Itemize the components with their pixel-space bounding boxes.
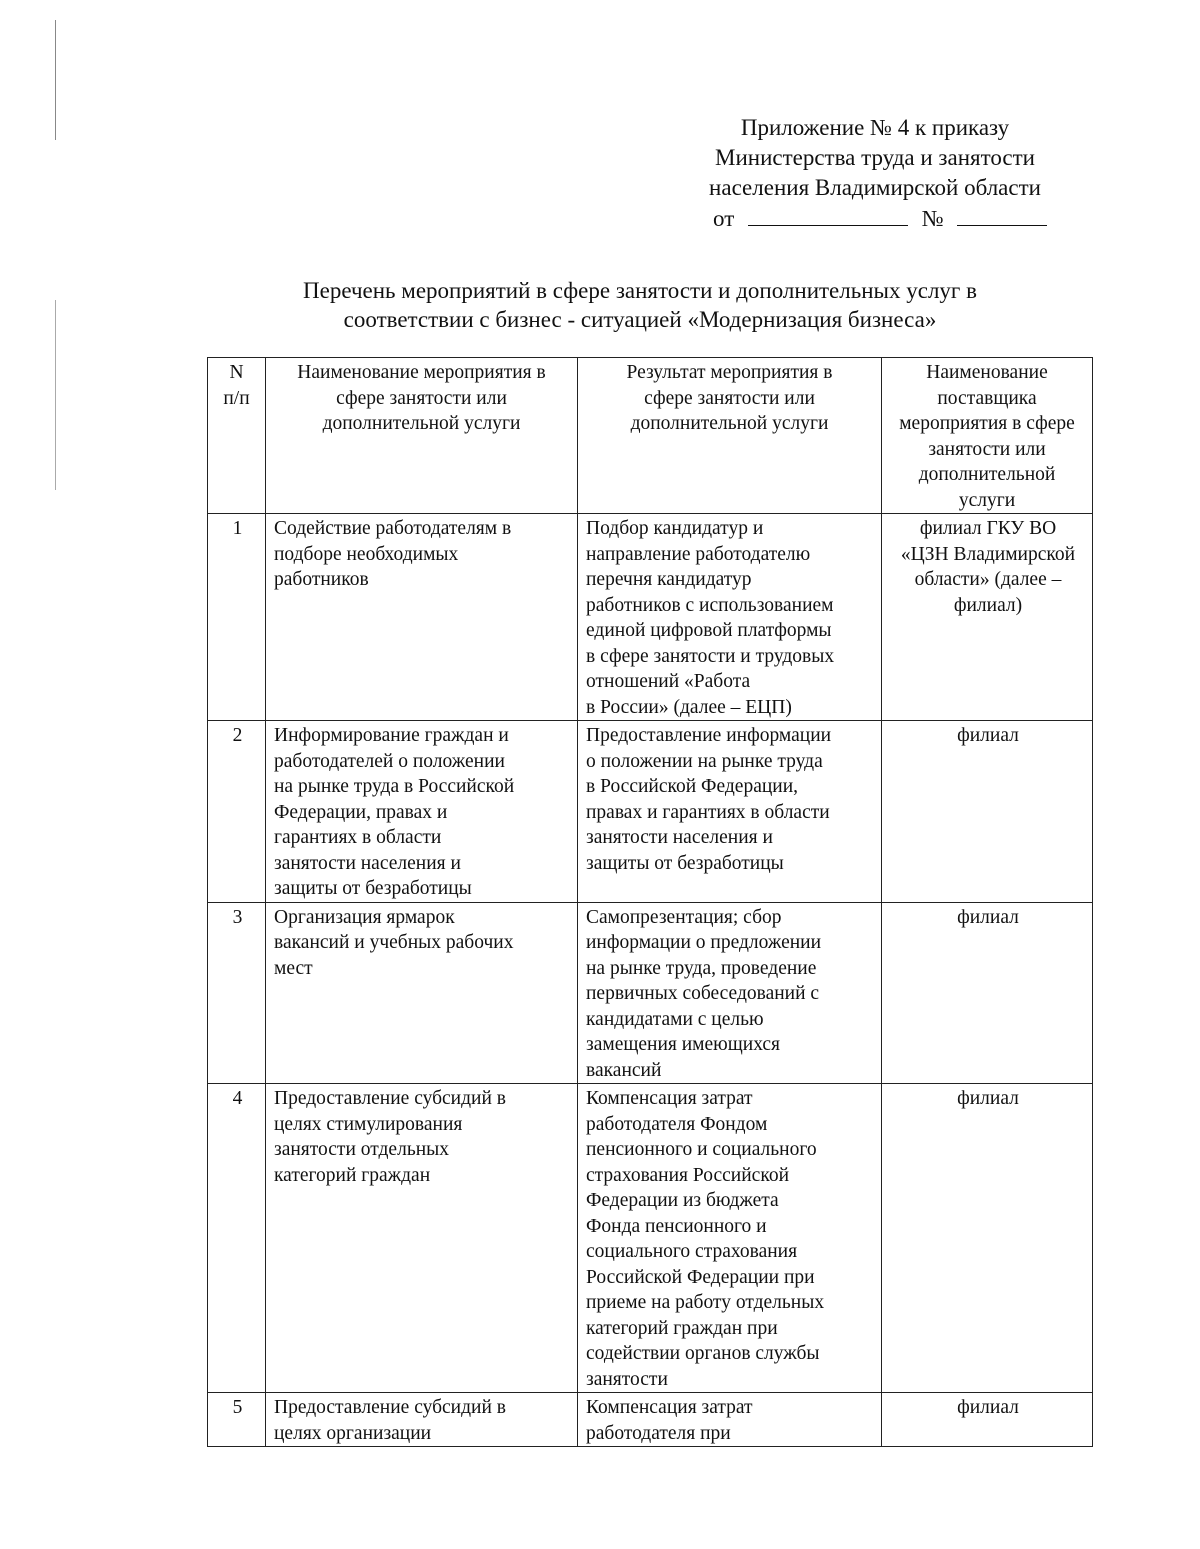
- document-title: [200, 276, 1080, 334]
- number-label: №: [921, 206, 944, 231]
- provider-cell: [882, 902, 1093, 1084]
- scan-artifact: [55, 300, 56, 490]
- cell-text-line: приеме на работу отдельных: [586, 1292, 825, 1313]
- provider-cell: [882, 514, 1093, 721]
- cell-text-line: Содействие работодателям в: [274, 518, 512, 539]
- cell-text-line: Самопрезентация; сбор: [586, 906, 782, 928]
- cell-text-line: п/п: [223, 387, 250, 409]
- measure-result-cell: [578, 721, 882, 903]
- cell-text-line: филиал): [953, 594, 1023, 616]
- cell-text-line: направление работодателю: [586, 543, 811, 565]
- cell-text-line: области» (далее –: [914, 569, 1062, 590]
- header-measure-name: [266, 358, 578, 514]
- cell-text-line: Организация ярмарок: [274, 906, 455, 928]
- cell-text-line: Предоставление субсидий в: [274, 1088, 506, 1109]
- cell-text-line: категорий граждан при: [586, 1317, 778, 1339]
- provider-cell: [882, 1393, 1093, 1447]
- cell-text-line: страхования Российской: [586, 1164, 789, 1186]
- measure-name-cell: [266, 721, 578, 903]
- row-number: 1: [208, 514, 266, 721]
- cell-text-line: Подбор кандидатур и: [586, 518, 764, 539]
- cell-text-line: на рынке труда, проведение: [586, 957, 817, 979]
- header-measure-result: [578, 358, 882, 514]
- cell-text-line: мероприятия в сфере: [899, 413, 1075, 434]
- scan-artifact: [55, 20, 56, 140]
- measure-name-cell: [266, 1393, 578, 1447]
- cell-text-line: занятости населения и: [274, 852, 461, 874]
- cell-text-line: Предоставление субсидий в: [274, 1397, 506, 1418]
- table-row: [208, 902, 1093, 1084]
- date-blank: [748, 203, 908, 226]
- cell-text-line: филиал: [957, 725, 1019, 746]
- cell-text-line: Федерации, правах и: [274, 801, 448, 823]
- cell-text-line: целях стимулирования: [274, 1113, 463, 1135]
- cell-text-line: N: [229, 362, 244, 383]
- cell-text-line: занятости: [586, 1368, 668, 1390]
- cell-text-line: работодателя при: [586, 1422, 731, 1444]
- cell-text-line: на рынке труда в Российской: [274, 776, 515, 797]
- cell-text-line: первичных собеседований с: [586, 983, 820, 1004]
- cell-text-line: в сфере занятости и трудовых: [586, 645, 835, 667]
- cell-text-line: Наименование: [926, 362, 1048, 383]
- cell-text-line: социального страхования: [586, 1241, 798, 1262]
- cell-text-line: в Российской Федерации,: [586, 776, 799, 797]
- cell-text-line: гарантиях в области: [274, 827, 442, 848]
- cell-text-line: работников: [274, 569, 369, 590]
- measure-result-cell: [578, 902, 882, 1084]
- measure-result-cell: [578, 1084, 882, 1393]
- cell-text-line: дополнительной: [918, 464, 1056, 485]
- cell-text-line: занятости или: [928, 438, 1046, 460]
- cell-text-line: работников с использованием: [586, 594, 834, 616]
- appendix-line: Министерства труда и занятости: [715, 145, 1035, 170]
- measure-name-cell: [266, 1084, 578, 1393]
- cell-text-line: дополнительной услуги: [630, 413, 829, 434]
- cell-text-line: пенсионного и социального: [586, 1139, 817, 1160]
- row-number: 5: [208, 1393, 266, 1447]
- cell-text-line: поставщика: [937, 387, 1037, 409]
- cell-text-line: Наименование мероприятия в: [297, 362, 546, 383]
- cell-text-line: защиты от безработицы: [274, 878, 472, 899]
- cell-text-line: филиал: [957, 906, 1019, 928]
- cell-text-line: сфере занятости или: [336, 387, 507, 409]
- cell-text-line: вакансий: [586, 1059, 662, 1081]
- table-row: [208, 721, 1093, 903]
- measure-name-cell: [266, 902, 578, 1084]
- header-number: [208, 358, 266, 514]
- title-line: Перечень мероприятий в сфере занятости и дополнительных услуг в: [303, 278, 977, 303]
- table-row: [208, 514, 1093, 721]
- cell-text-line: о положении на рынке труда: [586, 750, 823, 772]
- cell-text-line: работодателя Фондом: [586, 1113, 768, 1135]
- cell-text-line: Компенсация затрат: [586, 1397, 753, 1418]
- cell-text-line: работодателей о положении: [274, 750, 505, 772]
- table-row: [208, 1084, 1093, 1393]
- header-provider: [882, 358, 1093, 514]
- cell-text-line: единой цифровой платформы: [586, 620, 832, 641]
- cell-text-line: замещения имеющихся: [586, 1034, 781, 1055]
- cell-text-line: вакансий и учебных рабочих: [274, 932, 514, 953]
- cell-text-line: Предоставление информации: [586, 725, 832, 746]
- row-number: 4: [208, 1084, 266, 1393]
- cell-text-line: правах и гарантиях в области: [586, 801, 830, 823]
- provider-cell: [882, 1084, 1093, 1393]
- cell-text-line: отношений «Работа: [586, 671, 751, 692]
- table-row: [208, 1393, 1093, 1447]
- cell-text-line: защиты от безработицы: [586, 852, 784, 874]
- cell-text-line: целях организации: [274, 1422, 432, 1444]
- cell-text-line: мест: [274, 957, 313, 979]
- measure-name-cell: [266, 514, 578, 721]
- appendix-line: населения Владимирской области: [709, 175, 1041, 200]
- cell-text-line: услуги: [958, 489, 1016, 511]
- cell-text-line: информации о предложении: [586, 932, 822, 953]
- cell-text-line: занятости населения и: [586, 827, 773, 848]
- cell-text-line: Российской Федерации при: [586, 1266, 815, 1288]
- number-blank: [957, 203, 1047, 226]
- cell-text-line: перечня кандидатур: [586, 569, 752, 590]
- cell-text-line: категорий граждан: [274, 1164, 431, 1186]
- cell-text-line: Информирование граждан и: [274, 725, 509, 746]
- cell-text-line: филиал: [957, 1397, 1019, 1418]
- cell-text-line: Результат мероприятия в: [626, 362, 833, 383]
- cell-text-line: филиал ГКУ ВО: [919, 518, 1057, 539]
- row-number: 2: [208, 721, 266, 903]
- cell-text-line: в России» (далее – ЕЦП): [586, 696, 792, 718]
- appendix-line: Приложение № 4 к приказу: [740, 115, 1010, 140]
- row-number: 3: [208, 902, 266, 1084]
- order-date-number-line: [680, 203, 1070, 234]
- cell-text-line: содействии органов службы: [586, 1343, 820, 1364]
- title-line: соответствии с бизнес - ситуацией «Модернизация бизнеса»: [343, 307, 937, 332]
- cell-text-line: Фонда пенсионного и: [586, 1215, 767, 1237]
- cell-text-line: занятости отдельных: [274, 1139, 449, 1160]
- cell-text-line: кандидатами с целью: [586, 1008, 764, 1030]
- cell-text-line: дополнительной услуги: [322, 413, 521, 434]
- measures-table: [207, 357, 1093, 1447]
- measure-result-cell: [578, 1393, 882, 1447]
- provider-cell: [882, 721, 1093, 903]
- cell-text-line: Компенсация затрат: [586, 1088, 753, 1109]
- appendix-header: [680, 113, 1070, 234]
- cell-text-line: филиал: [957, 1088, 1019, 1109]
- measure-result-cell: [578, 514, 882, 721]
- cell-text-line: подборе необходимых: [274, 543, 459, 565]
- cell-text-line: Федерации из бюджета: [586, 1190, 779, 1211]
- cell-text-line: «ЦЗН Владимирской: [900, 543, 1076, 565]
- cell-text-line: сфере занятости или: [644, 387, 815, 409]
- from-label: от: [713, 206, 735, 231]
- table-header-row: [208, 358, 1093, 514]
